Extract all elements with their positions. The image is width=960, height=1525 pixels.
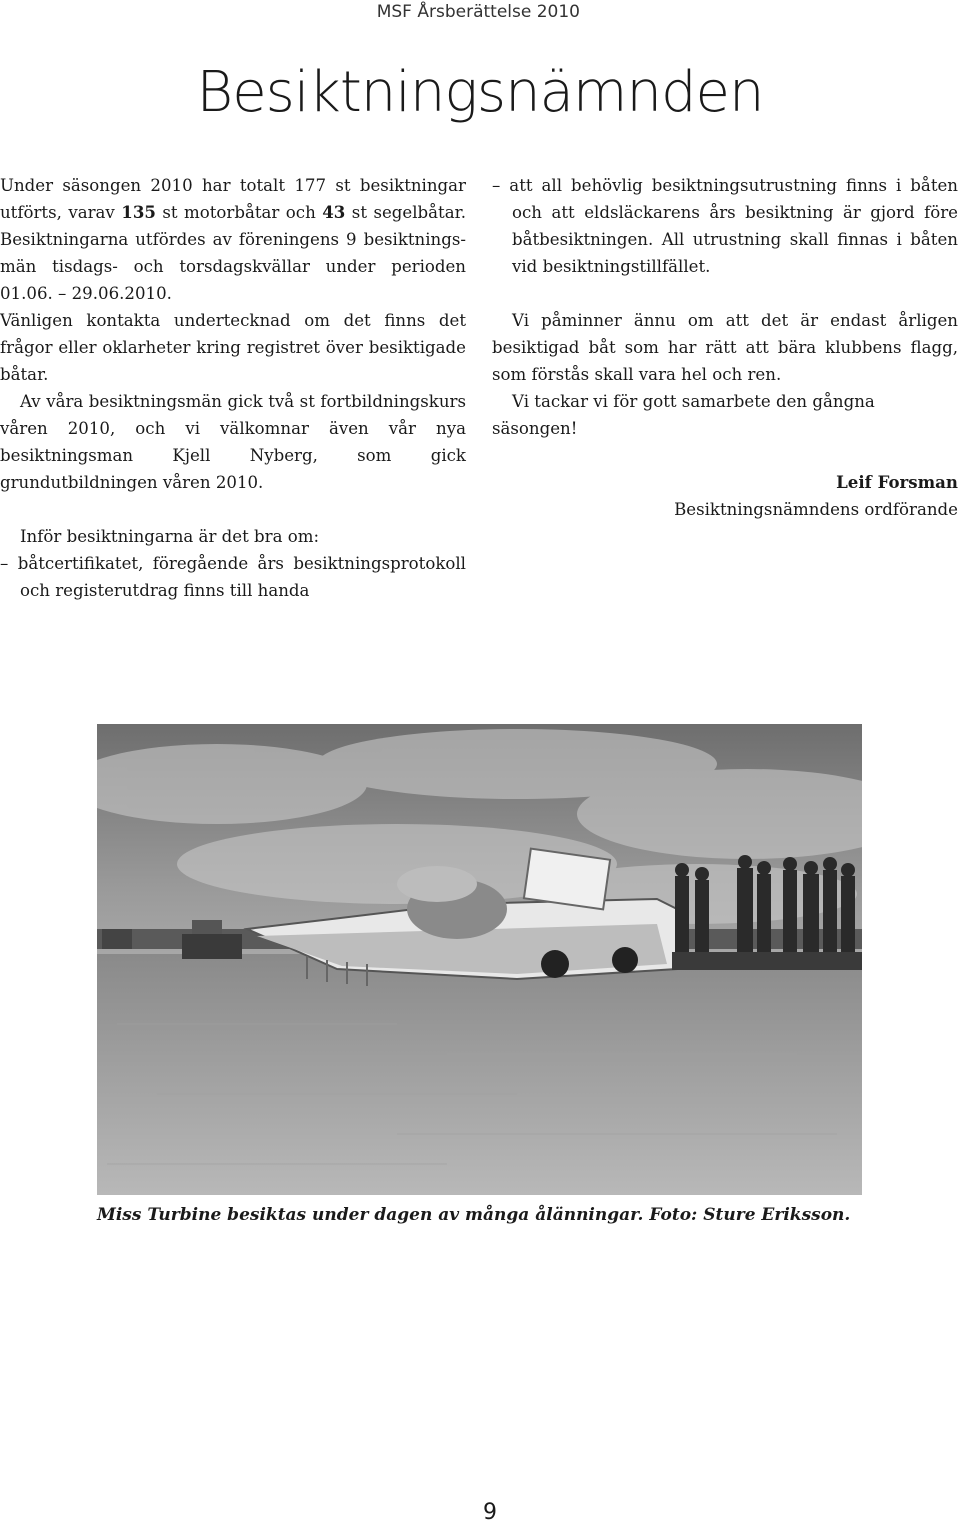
page-title: Besiktningsnämnden <box>196 60 764 125</box>
right-column <box>492 172 958 523</box>
paragraph-inspections-summary <box>0 172 466 307</box>
paragraph-flag-reminder: Vi påminner ännu om att det är endast årligen besiktigad båt som har rätt att bära klubbens flagg, som förstås skall vara hel och ren. <box>492 311 958 384</box>
page-number: 9 <box>483 1500 497 1525</box>
running-header: MSF Årsberättelse 2010 <box>376 2 580 22</box>
boat-photo <box>97 724 862 1195</box>
paragraph-contact: Vänligen kontakta undertecknad om det finns det frågor eller oklarheter kring registret över besiktigade båtar. <box>0 311 466 384</box>
spectators <box>675 855 855 952</box>
paragraph-checklist-intro: Inför besiktningarna är det bra om: <box>20 527 320 546</box>
boat-photo-illustration <box>97 724 862 1195</box>
checklist-item-equipment: – att all behövlig besiktningsutrustning finns i båten och att eldsläckarens års besiktning är gjord före båtbesiktningen. All utrustning skall finnas i båten vid besiktningstillfället. <box>492 176 958 276</box>
pier <box>672 952 862 970</box>
signature-name <box>492 469 958 496</box>
water <box>97 954 862 1195</box>
signature-name-text: Leif Forsman <box>836 472 958 492</box>
signature-role: Besiktningsnämndens ordförande <box>674 500 958 519</box>
left-column <box>0 172 466 604</box>
photo-caption: Miss Turbine besiktas under dagen av många ålänningar. Foto: Sture Eriksson. <box>97 1205 851 1225</box>
text: Under säsongen 2010 har totalt 177 st besiktningar utförts, varav <box>0 176 466 222</box>
paragraph-training: Av våra besiktningsmän gick två st fortbildningskurs våren 2010, och vi välkomnar även vår nya besiktningsman Kjell Nyberg, som gick grundutbildningen våren 2010. <box>0 392 466 492</box>
text: st segelbåtar. Besiktningarna utfördes av föreningens 9 besiktningsmän tisdags- och torsdagskvällar under perioden 01.06. – 29.06.2010. <box>0 203 466 303</box>
motorboat-count: 135 <box>121 202 156 222</box>
text: st motorbåtar och <box>155 203 323 222</box>
paragraph-thanks: Vi tackar vi för gott samarbete den gångna säsongen! <box>492 392 875 438</box>
checklist-item-documents: – båtcertifikatet, föregående års besiktningsprotokoll och registerutdrag finns till handa <box>0 554 466 600</box>
sailboat-count: 43 <box>322 202 346 222</box>
